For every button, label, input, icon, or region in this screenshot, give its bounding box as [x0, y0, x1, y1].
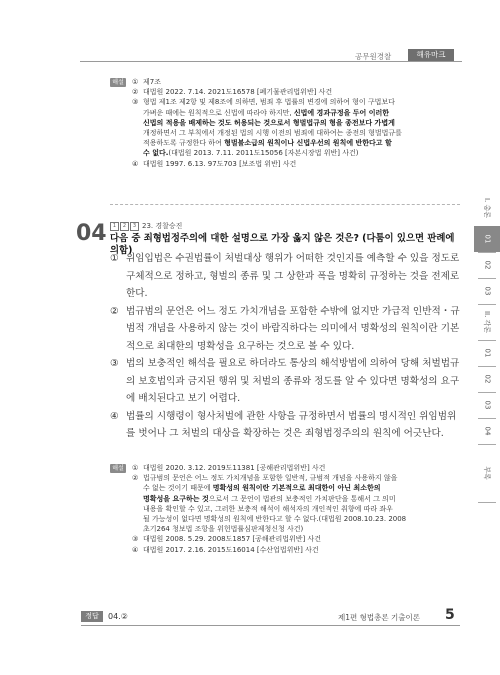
option-text: 법규범의 문언은 어느 정도 가치개념을 포함한 수밖에 없지만 가급적 인반적・규범적 개념을 사용하지 않는 것이 바람직하다는 의미에서 명확성의 원칙이란 기본적으로 최대한의 명확성을 요구하는 것으로 볼 수 있다. — [126, 305, 460, 352]
commentary-mark: ③ — [132, 535, 139, 544]
option-mark: ③ — [110, 358, 119, 369]
commentary-tag: 해설 — [110, 464, 126, 473]
commentary-text: 신법에 경과규정을 두어 이러한 — [293, 108, 390, 117]
commentary-line — [132, 97, 460, 107]
sidebar-tab-label: 02 — [482, 374, 491, 384]
check-box[interactable]: 3 — [130, 222, 139, 231]
commentary-mark: ① — [132, 78, 139, 86]
commentary-text: 명확성을 요구하는 것 — [143, 494, 209, 503]
check-boxes[interactable] — [110, 222, 139, 231]
option-mark: ① — [110, 253, 119, 264]
commentary-line — [132, 159, 460, 169]
commentary-mark: ① — [132, 464, 139, 472]
commentary-text: 형법 제1조 제2항 및 제8조에 의하면, 범죄 후 법률의 변경에 의하여 형이 구법보다 — [143, 98, 395, 107]
option-text: 위임입법은 수권법률이 처벌대상 행위가 어떠한 것인지를 예측할 수 있을 정도로 구체적으로 정하고, 형벌의 종류 및 그 상한과 폭을 명확히 규정하는 것을 전제로 한다. — [126, 253, 460, 299]
commentary-line — [132, 514, 460, 524]
commentary-line — [132, 494, 460, 504]
commentary-text: 내용을 확인할 수 있고, 그러한 보충적 해석이 해석자의 개인적인 취향에 따라 좌우 — [143, 504, 393, 513]
sidebar-tab-label: 01 — [482, 348, 491, 358]
sidebar-tab-label: 03 — [482, 400, 491, 410]
divider — [110, 204, 460, 205]
commentary-text: 신법의 적용을 배제하는 것도 허용되는 것으로서 형벌법규의 형을 종전보다 가볍게 — [143, 118, 395, 127]
sidebar-separator — [478, 502, 496, 503]
commentary-mark: ② — [132, 88, 139, 97]
commentary-text: 형벌불소급의 원칙이나 신법우선의 원칙에 반한다고 할 — [224, 139, 392, 148]
sidebar-tab[interactable] — [474, 252, 500, 278]
sidebar-tab[interactable] — [474, 278, 500, 304]
answer-value: 04.② — [108, 612, 128, 621]
commentary-text: 가벼운 때에는 원칙적으로 신법에 따라야 하지만, — [143, 108, 294, 117]
commentary-line — [132, 524, 460, 534]
commentary-text: 수 없다. — [143, 149, 169, 158]
sidebar-tab[interactable] — [474, 304, 500, 340]
question-text: 다음 중 죄형법정주의에 대한 설명으로 가장 옳지 않은 것은? (다툼이 있으면 판례에 의함) — [110, 233, 455, 256]
sidebar-tab[interactable] — [474, 340, 500, 366]
sidebar-tab[interactable] — [474, 190, 500, 226]
commentary-text: 초기264 청보법 조항을 위헌법률심판제청신청 사건) — [143, 525, 304, 534]
page-number: 5 — [445, 607, 455, 623]
answer-option — [110, 355, 460, 408]
option-mark: ④ — [110, 410, 119, 422]
question-options — [110, 250, 460, 443]
commentary-text: 명확성의 원칙이란 기본적으로 최대한이 아닌 최소한의 — [212, 484, 381, 493]
commentary-line — [132, 504, 460, 514]
commentary-mark: ③ — [132, 98, 139, 107]
footer-title: 제1편 형법총론 기출이론 — [338, 613, 420, 622]
commentary-line — [132, 87, 460, 97]
answer-option — [110, 408, 460, 443]
commentary-mark: ② — [132, 474, 139, 483]
commentary-tag: 해설 — [110, 78, 126, 87]
answer-option — [110, 250, 460, 303]
commentary-line — [132, 77, 460, 87]
sidebar-tab[interactable] — [474, 226, 500, 252]
sidebar-tab[interactable] — [474, 392, 500, 418]
commentary-text: 으로서 그 문언이 법관의 보충적인 가치판단을 통해서 그 의미 — [208, 494, 396, 503]
commentary-text: (대법원 2013. 7.11. 2011도15056 [자본시장법 위반] 사건) — [168, 149, 359, 158]
option-mark: ② — [110, 305, 119, 317]
commentary-line — [132, 148, 460, 158]
commentary-text: 적용하도록 규정한다 하여 — [143, 139, 225, 148]
answer-label: 정답 — [81, 611, 103, 622]
commentary-text: 법규범의 문언은 어느 정도 가치개념을 포함한 일반적, 규범적 개념을 사용하지 않을 — [143, 474, 398, 483]
commentary-line — [132, 463, 460, 473]
option-text: 법의 보충적인 해석을 필요로 하더라도 통상의 해석방법에 의하여 당해 처벌법규의 보호법익과 금지된 행위 및 처벌의 종류와 정도를 알 수 있다면 명확성의 요구에 배치된다고 보기 어렵다. — [126, 358, 460, 404]
footer-rule — [81, 625, 460, 626]
commentary-line — [132, 108, 460, 118]
commentary-line — [132, 138, 460, 148]
commentary-line — [132, 128, 460, 138]
commentary-text: 대법원 1997. 6.13. 97도703 [보조법 위반] 사건 — [143, 159, 297, 168]
sidebar-tab[interactable] — [474, 444, 500, 502]
commentary-line — [132, 473, 460, 483]
sidebar-tab[interactable] — [474, 366, 500, 392]
commentary-text: 수 없는 것이기 때문에 — [143, 484, 213, 493]
commentary-text: 대법원 2020. 3.12. 2019도11381 [공해관리법위반] 사건 — [143, 464, 326, 472]
commentary-text: 대법원 2022. 7.14. 2021도16578 [폐기물관리법위반] 사건 — [143, 88, 333, 97]
commentary-text: 될 가능성이 없다면 명확성의 원칙에 반한다고 할 수 없다.(대법원 2008.10.23. 2008 — [143, 515, 407, 524]
answer-option — [110, 303, 460, 356]
commentary-mark: ④ — [132, 545, 139, 554]
sidebar-tab[interactable] — [474, 418, 500, 444]
sidebar-tab-label: 02 — [482, 260, 491, 270]
commentary-text: 개정하면서 그 부칙에서 개정된 법의 시행 이전의 범죄에 대하여는 종전의 형벌법규를 — [143, 129, 402, 138]
header-box: 해유마크 — [408, 49, 454, 61]
sidebar-tab-label: 01 — [482, 234, 491, 244]
question-source: 23. 경찰승진 — [142, 222, 183, 230]
header-rule — [80, 61, 462, 62]
commentary-mark: ④ — [132, 159, 139, 168]
sidebar-tab-label: 04 — [482, 426, 491, 436]
check-box[interactable]: 2 — [120, 222, 129, 231]
sidebar-tab-label: II. 각론 — [482, 310, 491, 334]
sidebar-tab-label: 부록 — [483, 466, 491, 480]
commentary-block-1 — [132, 77, 460, 169]
commentary-text: 제7조 — [143, 78, 161, 86]
check-box[interactable]: 1 — [110, 222, 119, 231]
commentary-text: 대법원 2008. 5.29. 2008도1857 [공해관리법위반] 사건 — [143, 535, 321, 544]
commentary-block-2 — [132, 463, 460, 555]
commentary-line — [132, 545, 460, 555]
commentary-line — [132, 118, 460, 128]
option-text: 법률의 시행령이 형사처벌에 관한 사항을 규정하면서 법률의 명시적인 위임범위를 벗어나 그 처벌의 대상을 확장하는 것은 죄형법정주의의 원칙에 어긋난다. — [126, 410, 457, 439]
commentary-text: 대법원 2017. 2.16. 2015도16014 [수산업법위반] 사건 — [143, 545, 319, 554]
question-number: 04 — [76, 221, 107, 246]
commentary-line — [132, 534, 460, 544]
header-left-text: 공무원경찰 — [355, 52, 392, 61]
commentary-line — [132, 483, 460, 493]
sidebar-tab-label: I. 총론 — [482, 197, 491, 219]
sidebar-tab-label: 03 — [482, 286, 491, 296]
